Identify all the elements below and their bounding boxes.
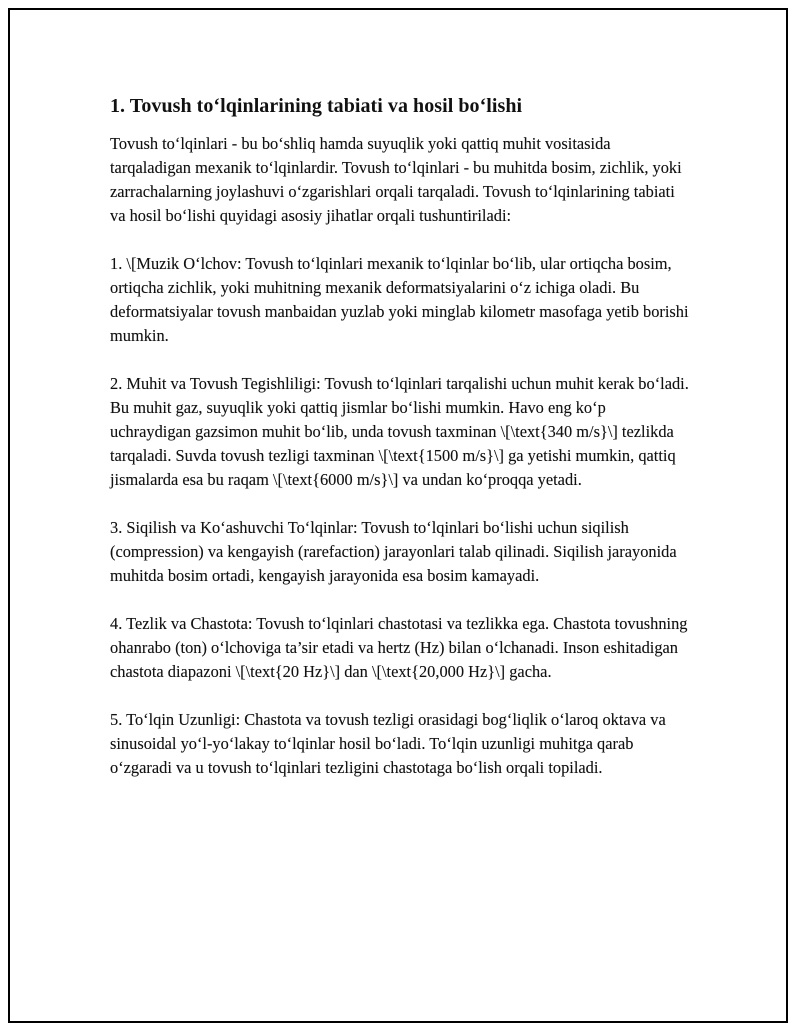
document-body [110, 92, 690, 804]
document-title: 1. Tovush to‘lqinlarining tabiati va hosil bo‘lishi [110, 95, 523, 117]
paragraph-4: 4. Tezlik va Chastota: Tovush to‘lqinlari chastotasi va tezlikka ega. Chastota tovushning ohanrabo (ton) o‘lchoviga ta’sir etadi va hertz (Hz) bilan o‘lchanadi. Inson eshitadigan chastota diapazoni \[\text{20 Hz}\] dan \[\text{20,000 Hz}\] gacha. [110, 614, 688, 681]
intro-paragraph: Tovush to‘lqinlari - bu bo‘shliq hamda suyuqlik yoki qattiq muhit vositasida tarqaladigan mexanik to‘lqinlardir. Tovush to‘lqinlari - bu muhitda bosim, zichlik, yoki zarrachalarning joylashuvi o‘zgarishlari orqali tarqaladi. Tovush to‘lqinlarining tabiati va hosil bo‘lishi quyidagi asosiy jihatlar orqali tushuntiriladi: [110, 134, 682, 225]
paragraph-1: 1. \[Muzik O‘lchov: Tovush to‘lqinlari mexanik to‘lqinlar bo‘lib, ular ortiqcha bosim, ortiqcha zichlik, yoki muhitning mexanik deformatsiyalarini o‘z ichiga oladi. Bu deformatsiyalar tovush manbaidan yuzlab yoki minglab kilometr masofaga yetib borishi mumkin. [110, 254, 689, 345]
paragraph-2: 2. Muhit va Tovush Tegishliligi: Tovush to‘lqinlari tarqalishi uchun muhit kerak bo‘ladi. Bu muhit gaz, suyuqlik yoki qattiq jismlar bo‘lishi mumkin. Havo eng ko‘p uchraydigan gazsimon muhit bo‘lib, unda tovush taxminan \[\text{340 m/s}\] tezlikda tarqaladi. Suvda tovush tezligi taxminan \[\text{1500 m/s}\] ga yetishi mumkin, qattiq jismalarda esa bu raqam \[\text{6000 m/s}\] va undan ko‘proqqa yetadi. [110, 374, 689, 489]
paragraph-3: 3. Siqilish va Ko‘ashuvchi To‘lqinlar: Tovush to‘lqinlari bo‘lishi uchun siqilish (compression) va kengayish (rarefaction) jarayonlari talab qilinadi. Siqilish jarayonida muhitda bosim ortadi, kengayish jarayonida esa bosim kamayadi. [110, 518, 677, 585]
paragraph-5: 5. To‘lqin Uzunligi: Chastota va tovush tezligi orasidagi bog‘liqlik o‘laroq oktava va sinusoidal yo‘l-yo‘lakay to‘lqinlar hosil bo‘ladi. To‘lqin uzunligi muhitga qarab o‘zgaradi va u tovush to‘lqinlari tezligini chastotaga bo‘lish orqali topiladi. [110, 710, 666, 777]
